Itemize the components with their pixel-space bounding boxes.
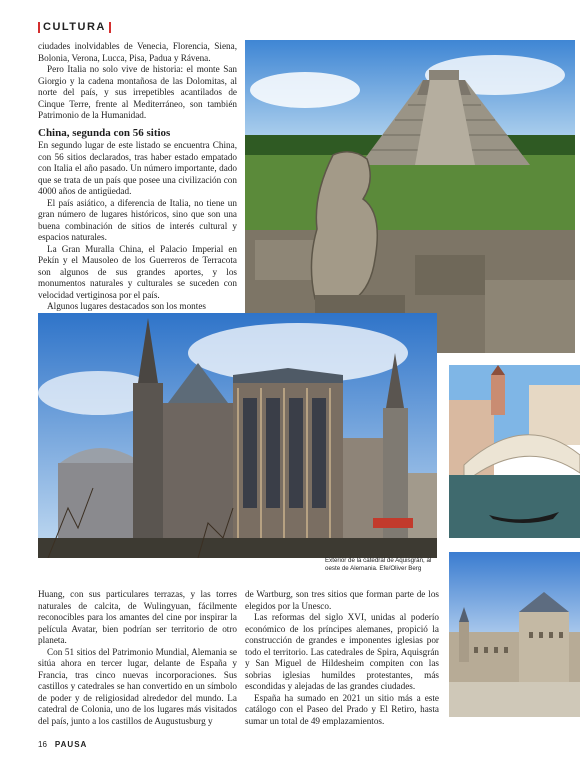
section-tag-label: CULTURA	[43, 21, 106, 33]
article-paragraph: España ha sumado en 2021 un sitio más a este catálogo con el Paseo del Prado y El Retiro, hasta sumar un total de 49 emplazamientos.	[245, 692, 439, 726]
article-paragraph: ciudades inolvidables de Venecia, Florencia, Siena, Bolonia, Verona, Lucca, Pisa, Padua y Rávena.	[38, 41, 237, 63]
article-paragraph: Algunos lugares destacados son los montes	[47, 301, 206, 311]
article-paragraph: El país asiático, a diferencia de Italia, no tiene un gran número de lugares históricos, sino que son una buena combinación de sitios de interés cultural y espacios naturales.	[38, 197, 237, 242]
section-heading: China, segunda con 56 sitios	[38, 126, 171, 139]
magazine-name: PAUSA	[54, 740, 88, 749]
article-paragraph: de Wartburg, son tres sitios que forman parte de los elegidos por la Unesco.	[245, 589, 439, 611]
photo-escorial	[449, 552, 580, 717]
article-paragraph: En segundo lugar de este listado se encuentra China, con 56 sitios declarados, tras haber estado empatado con Italia el año pasado. Un número importante, dado que se trata de un país que posee una civilización con 4000 años de antigüedad.	[38, 140, 237, 196]
photo-pyramid	[245, 40, 575, 353]
article-column-bottom-left	[38, 589, 237, 727]
page-number: 16	[38, 740, 47, 749]
article-paragraph: Pero Italia no solo vive de historia: el monte San Giorgio y la cadena montañosa de las Dolomitas, al norte del país, y sus irrepetibles acantilados de Cinque Terre, frente al Mediterráneo, son también Patrimonio de la Humanidad.	[38, 64, 237, 120]
section-tag-bar-left	[38, 22, 40, 33]
article-paragraph: La Gran Muralla China, el Palacio Imperial en Pekín y el Mausoleo de los Guerreros de Terracota son algunos de sus grandes aportes, y los monumentos naturales y culturales se suceden con velocidad vertiginosa por el país.	[38, 243, 237, 300]
photo-rialto	[449, 365, 580, 538]
escorial-illustration	[449, 552, 580, 717]
article-paragraph: Con 51 sitios del Patrimonio Mundial, Alemania se sitúa ahora en tercer lugar, delante de España y Francia, tras cinco nuevas incorporaciones. Sus castillos y catedrales se han convertido en un símbolo de poder y de religiosidad alrededor del mundo. La catedral de Colonia, uno de los lugares más visitados del país, junto a los castillos de Augustusburg y	[38, 646, 237, 726]
photo-caption: Exterior de la catedral de Aquisgrán, al oeste de Alemania. Efe/Oliver Berg	[325, 557, 432, 572]
article-column-bottom-right	[245, 589, 439, 727]
cathedral-illustration	[38, 313, 437, 558]
section-tag	[38, 21, 111, 33]
section-tag-bar-right	[109, 22, 111, 33]
photo-cathedral	[38, 313, 437, 558]
article-column-top-left	[38, 41, 237, 313]
pyramid-illustration	[245, 40, 575, 353]
article-paragraph: Las reformas del siglo XVI, unidas al poderío económico de los príncipes alemanes, propició la construcción de grandes e imponentes iglesias por todo el territorio. Las catedrales de Spira, Aquisgrán y San Miguel de Hildesheim compiten con las sobrias iglesias humildes protestantes, más escondidas y alejadas de las grandes ciudades.	[245, 612, 439, 691]
article-paragraph: Huang, con sus particulares terrazas, y las torres naturales de calcita, de Wulingyuan, fácilmente reconocibles para los amantes del cine por inspirar la película Avatar, bien podrían ser territorio de otro planeta.	[38, 589, 237, 645]
rialto-illustration	[449, 365, 580, 538]
page-folio	[38, 740, 87, 749]
